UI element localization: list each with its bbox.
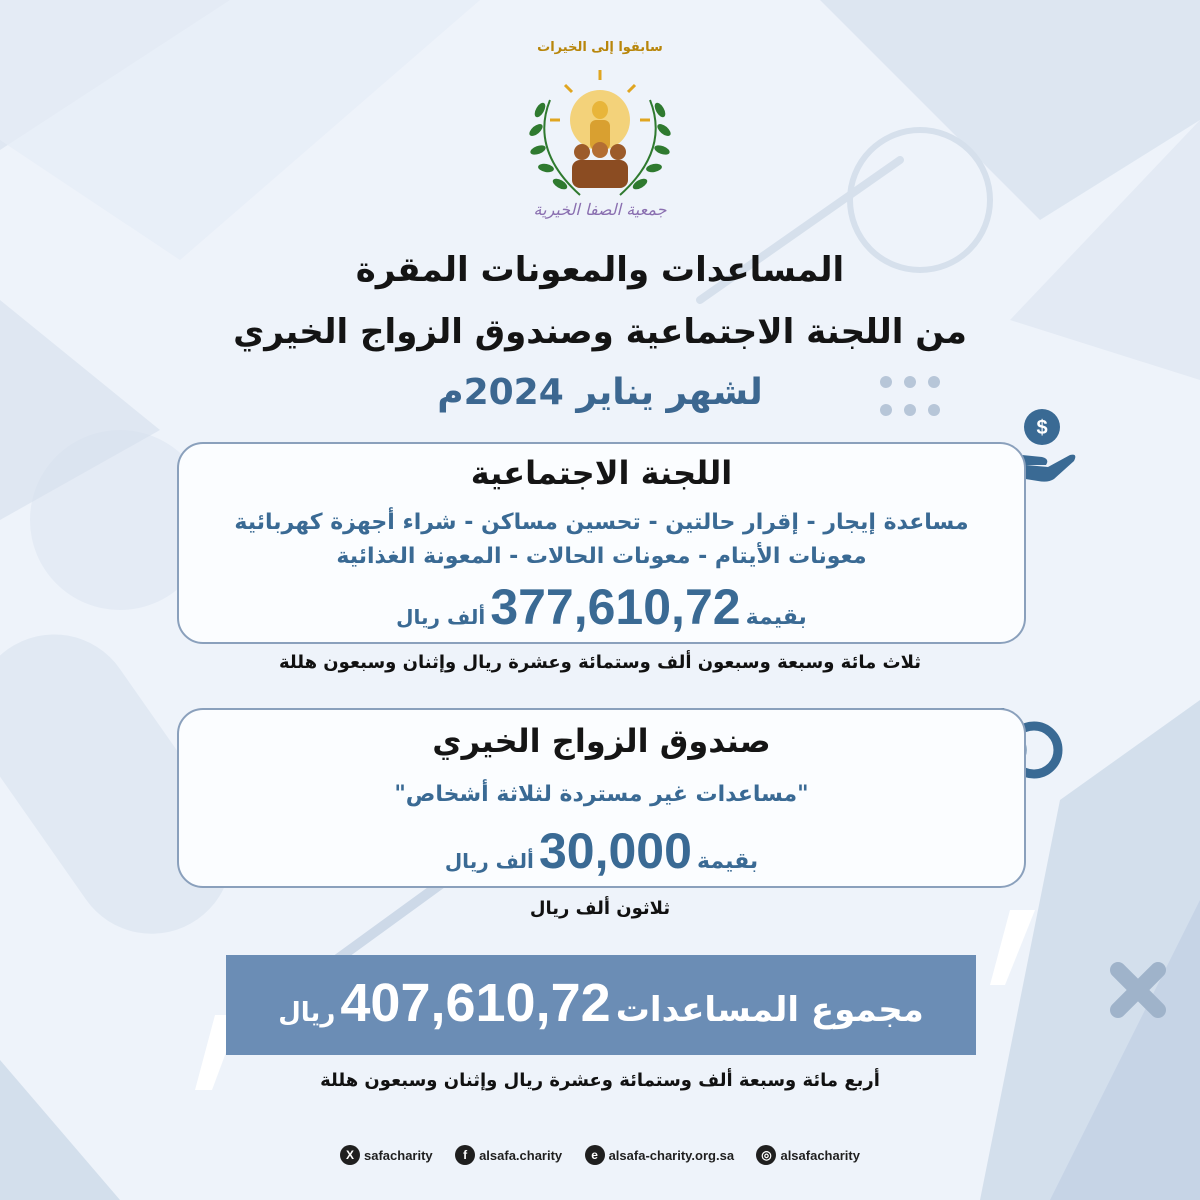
headline-month: لشهر يناير 2024م xyxy=(437,372,763,413)
marriage-fund-title: صندوق الزواج الخيري xyxy=(432,722,771,760)
charity-logo xyxy=(510,40,690,230)
marriage-amount-unit: ألف ريال xyxy=(444,849,534,873)
social-committee-card xyxy=(177,442,1026,644)
twitter-link[interactable] xyxy=(340,1145,433,1165)
marriage-fund-card xyxy=(177,708,1026,888)
logo-top-text: سابقوا إلى الخيرات xyxy=(537,40,663,55)
web-icon: e xyxy=(585,1145,605,1165)
facebook-link[interactable] xyxy=(455,1145,562,1165)
facebook-icon: f xyxy=(455,1145,475,1165)
total-unit: ريال xyxy=(278,998,336,1028)
wreath-emblem-icon xyxy=(510,50,690,220)
social-amount-words: ثلاث مائة وسبعة وسبعون ألف وستمائة وعشرة ريال وإثنان وسبعون هللة xyxy=(278,652,922,673)
total-amount: 407,610,72 xyxy=(340,973,611,1033)
x-twitter-icon: X xyxy=(340,1145,360,1165)
twitter-handle: safacharity xyxy=(364,1147,433,1163)
marriage-amount-words: ثلاثون ألف ريال xyxy=(529,898,671,919)
social-committee-title: اللجنة الاجتماعية xyxy=(470,454,733,492)
headline-line1: المساعدات والمعونات المقرة xyxy=(355,250,845,290)
instagram-icon: ◎ xyxy=(756,1145,776,1165)
logo-bottom-text: جمعية الصفا الخيرية xyxy=(533,200,667,219)
social-amount-label: بقيمة xyxy=(745,605,807,630)
total-label: مجموع المساعدات xyxy=(615,990,924,1030)
marriage-fund-note: "مساعدات غير مستردة لثلاثة أشخاص" xyxy=(394,782,809,807)
total-row xyxy=(226,972,976,1034)
marriage-amount-value: 30,000 xyxy=(538,823,692,879)
instagram-link[interactable] xyxy=(756,1145,860,1165)
svg-text:$: $ xyxy=(1036,417,1048,439)
total-amount-words: أربع مائة وسبعة ألف وستمائة وعشرة ريال وإثنان وسبعون هللة xyxy=(320,1070,880,1091)
social-services-line2: معونات الأيتام - معونات الحالات - المعونة الغذائية xyxy=(336,544,867,569)
marriage-amount-row xyxy=(179,822,1024,880)
instagram-handle: alsafacharity xyxy=(780,1147,860,1163)
headline-line2: من اللجنة الاجتماعية وصندوق الزواج الخيري xyxy=(233,312,967,352)
social-amount-value: 377,610,72 xyxy=(490,579,741,635)
social-amount-unit: ألف ريال xyxy=(396,605,486,629)
marriage-amount-label: بقيمة xyxy=(697,849,759,874)
social-links xyxy=(340,1140,860,1170)
website-link[interactable] xyxy=(585,1145,734,1165)
website-url: alsafa-charity.org.sa xyxy=(608,1147,735,1163)
decor-dots xyxy=(880,376,940,426)
facebook-handle: alsafa.charity xyxy=(479,1147,563,1163)
social-amount-row xyxy=(179,578,1024,636)
social-services-line1: مساعدة إيجار - إقرار حالتين - تحسين مساكن - شراء أجهزة كهربائية xyxy=(234,510,969,535)
